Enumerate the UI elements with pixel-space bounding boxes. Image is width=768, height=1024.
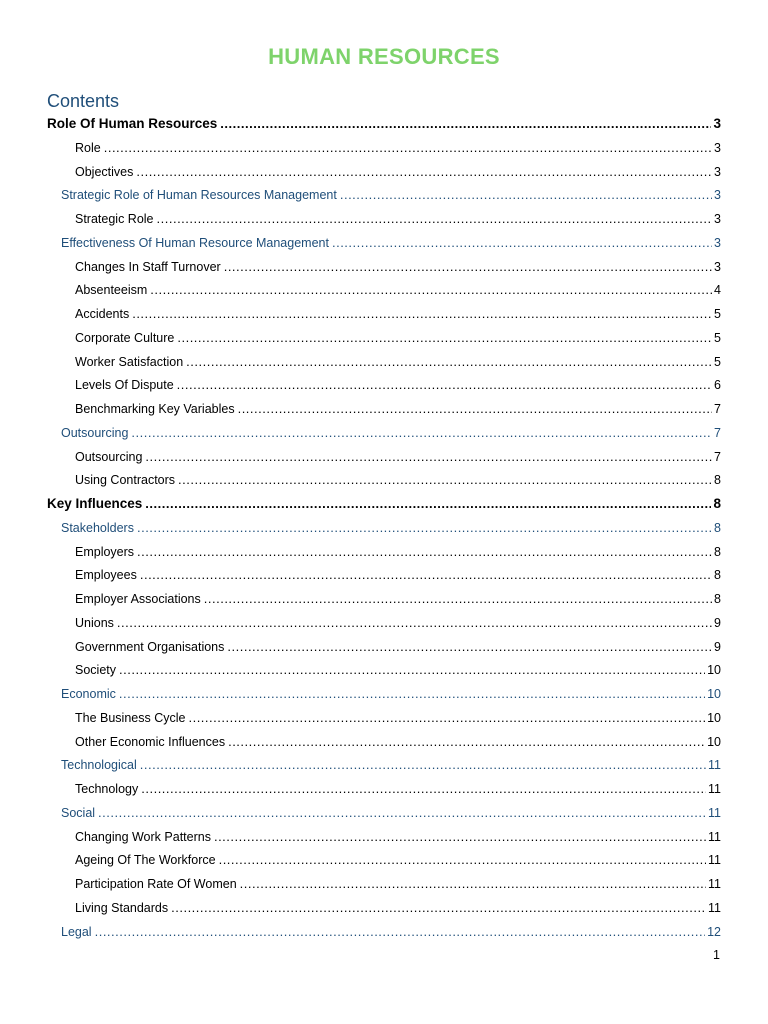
toc-entry-level-3[interactable] xyxy=(75,564,721,586)
toc-entry-page: 3 xyxy=(714,260,721,274)
toc-leader-dots xyxy=(220,113,711,135)
toc-leader-dots xyxy=(238,398,712,420)
toc-entry-label: Changes In Staff Turnover xyxy=(75,260,221,274)
toc-leader-dots xyxy=(219,849,706,871)
toc-entry-page: 7 xyxy=(714,426,721,440)
toc-entry-label: Role Of Human Resources xyxy=(47,116,218,131)
toc-leader-dots xyxy=(119,659,705,681)
toc-leader-dots xyxy=(204,588,712,610)
toc-entry-page: 7 xyxy=(714,450,721,464)
toc-entry-page: 8 xyxy=(714,592,721,606)
toc-leader-dots xyxy=(104,137,712,159)
toc-entry-page: 8 xyxy=(713,496,721,511)
toc-entry-label: Role xyxy=(75,141,101,155)
contents-heading: Contents xyxy=(47,91,120,111)
toc-entry-level-2[interactable] xyxy=(61,422,721,444)
toc-entry-label: Unions xyxy=(75,616,114,630)
toc-entry-label: Levels Of Dispute xyxy=(75,378,174,392)
toc-entry-page: 3 xyxy=(713,116,721,131)
toc-entry-level-3[interactable] xyxy=(75,469,721,491)
toc-entry-page: 11 xyxy=(708,901,721,915)
toc-leader-dots xyxy=(227,636,712,658)
toc-entry-label: Using Contractors xyxy=(75,473,176,487)
toc-entry-label: Key Influences xyxy=(47,496,143,511)
toc-entry-page: 11 xyxy=(708,782,721,796)
toc-entry-level-3[interactable] xyxy=(75,636,721,658)
toc-entry-label: Outsourcing xyxy=(61,426,129,440)
toc-entry-level-2[interactable] xyxy=(61,683,721,705)
toc-entry-level-3[interactable] xyxy=(75,778,721,800)
toc-entry-level-2[interactable] xyxy=(61,754,721,776)
toc-entry-label: Other Economic Influences xyxy=(75,735,226,749)
toc-leader-dots xyxy=(119,683,705,705)
toc-entry-label: Worker Satisfaction xyxy=(75,355,184,369)
toc-entry-label: Economic xyxy=(61,687,116,701)
toc-entry-level-3[interactable] xyxy=(75,873,721,895)
toc-leader-dots xyxy=(177,327,712,349)
toc-leader-dots xyxy=(140,564,712,586)
toc-entry-level-3[interactable] xyxy=(75,279,721,301)
toc-leader-dots xyxy=(240,873,706,895)
toc-entry-label: Society xyxy=(75,663,116,677)
toc-leader-dots xyxy=(332,232,712,254)
toc-entry-page: 8 xyxy=(714,568,721,582)
toc-entry-level-3[interactable] xyxy=(75,849,721,871)
toc-leader-dots xyxy=(228,731,705,753)
toc-entry-level-2[interactable] xyxy=(61,232,721,254)
toc-entry-label: Technology xyxy=(75,782,139,796)
toc-entry-level-3[interactable] xyxy=(75,588,721,610)
toc-entry-label: Employers xyxy=(75,545,135,559)
toc-leader-dots xyxy=(145,446,712,468)
toc-leader-dots xyxy=(141,778,706,800)
toc-leader-dots xyxy=(340,184,712,206)
toc-entry-label: Technological xyxy=(61,758,137,772)
toc-entry-level-2[interactable] xyxy=(61,921,721,943)
toc-entry-level-3[interactable] xyxy=(75,161,721,183)
toc-entry-label: Benchmarking Key Variables xyxy=(75,402,235,416)
toc-entry-page: 3 xyxy=(714,212,721,226)
toc-entry-label: Stakeholders xyxy=(61,521,134,535)
toc-entry-page: 3 xyxy=(714,165,721,179)
document-title: HUMAN RESOURCES xyxy=(268,44,500,69)
toc-entry-label: Legal xyxy=(61,925,92,939)
toc-entry-level-3[interactable] xyxy=(75,351,721,373)
toc-entry-page: 6 xyxy=(714,378,721,392)
toc-entry-level-3[interactable] xyxy=(75,303,721,325)
toc-entry-label: Ageing Of The Workforce xyxy=(75,853,216,867)
toc-entry-label: Effectiveness Of Human Resource Management xyxy=(61,236,329,250)
toc-entry-page: 10 xyxy=(707,711,721,725)
toc-entry-level-3[interactable] xyxy=(75,731,721,753)
toc-entry-page: 9 xyxy=(714,640,721,654)
toc-entry-level-3[interactable] xyxy=(75,137,721,159)
page-number: 1 xyxy=(713,948,720,962)
toc-entry-label: Accidents xyxy=(75,307,130,321)
toc-entry-label: Corporate Culture xyxy=(75,331,175,345)
toc-entry-label: Living Standards xyxy=(75,901,169,915)
toc-entry-page: 7 xyxy=(714,402,721,416)
toc-leader-dots xyxy=(98,802,706,824)
toc-entry-level-2[interactable] xyxy=(61,184,721,206)
toc-entry-page: 3 xyxy=(714,236,721,250)
toc-entry-level-2[interactable] xyxy=(61,802,721,824)
toc-entry-page: 10 xyxy=(707,687,721,701)
toc-entry-level-1[interactable] xyxy=(47,113,721,135)
toc-entry-page: 5 xyxy=(714,355,721,369)
toc-leader-dots xyxy=(224,256,712,278)
toc-entry-page: 8 xyxy=(714,521,721,535)
toc-entry-page: 9 xyxy=(714,616,721,630)
toc-leader-dots xyxy=(132,303,712,325)
toc-entry-page: 10 xyxy=(707,663,721,677)
toc-entry-label: Participation Rate Of Women xyxy=(75,877,237,891)
toc-entry-page: 3 xyxy=(714,188,721,202)
toc-entry-label: Objectives xyxy=(75,165,134,179)
toc-entry-level-3[interactable] xyxy=(75,897,721,919)
toc-entry-page: 12 xyxy=(707,925,721,939)
toc-entry-level-3[interactable] xyxy=(75,541,721,563)
toc-leader-dots xyxy=(140,754,706,776)
toc-leader-dots xyxy=(137,541,712,563)
toc-entry-page: 3 xyxy=(714,141,721,155)
toc-leader-dots xyxy=(188,707,705,729)
toc-entry-level-3[interactable] xyxy=(75,374,721,396)
toc-leader-dots xyxy=(150,279,712,301)
toc-leader-dots xyxy=(186,351,712,373)
toc-entry-level-3[interactable] xyxy=(75,826,721,848)
toc-entry-level-3[interactable] xyxy=(75,612,721,634)
toc-entry-level-1[interactable] xyxy=(47,493,721,515)
toc-entry-page: 8 xyxy=(714,473,721,487)
toc-leader-dots xyxy=(177,374,712,396)
toc-entry-label: Strategic Role xyxy=(75,212,154,226)
toc-entry-page: 8 xyxy=(714,545,721,559)
toc-entry-page: 11 xyxy=(708,830,721,844)
toc-leader-dots xyxy=(95,921,706,943)
toc-entry-page: 11 xyxy=(708,758,721,772)
toc-entry-label: Strategic Role of Human Resources Management xyxy=(61,188,337,202)
toc-entry-page: 10 xyxy=(707,735,721,749)
toc-entry-label: Outsourcing xyxy=(75,450,143,464)
toc-entry-label: Employees xyxy=(75,568,137,582)
toc-leader-dots xyxy=(136,161,712,183)
toc-leader-dots xyxy=(157,208,713,230)
toc-entry-label: Changing Work Patterns xyxy=(75,830,211,844)
toc-entry-page: 5 xyxy=(714,307,721,321)
toc-leader-dots xyxy=(145,493,711,515)
toc-entry-level-3[interactable] xyxy=(75,327,721,349)
toc-entry-level-3[interactable] xyxy=(75,256,721,278)
toc-leader-dots xyxy=(137,517,712,539)
toc-leader-dots xyxy=(214,826,706,848)
toc-leader-dots xyxy=(131,422,712,444)
toc-entry-label: Government Organisations xyxy=(75,640,225,654)
toc-entry-page: 11 xyxy=(708,853,721,867)
toc-entry-page: 11 xyxy=(708,877,721,891)
toc-entry-label: Absenteeism xyxy=(75,283,148,297)
toc-leader-dots xyxy=(178,469,712,491)
toc-entry-label: Employer Associations xyxy=(75,592,201,606)
toc-leader-dots xyxy=(171,897,706,919)
toc-entry-page: 4 xyxy=(714,283,721,297)
toc-entry-label: The Business Cycle xyxy=(75,711,186,725)
toc-entry-level-2[interactable] xyxy=(61,517,721,539)
toc-entry-level-3[interactable] xyxy=(75,446,721,468)
toc-entry-page: 5 xyxy=(714,331,721,345)
toc-leader-dots xyxy=(117,612,712,634)
toc-entry-level-3[interactable] xyxy=(75,208,721,230)
toc-entry-level-3[interactable] xyxy=(75,707,721,729)
toc-entry-level-3[interactable] xyxy=(75,659,721,681)
toc-entry-level-3[interactable] xyxy=(75,398,721,420)
toc-entry-page: 11 xyxy=(708,806,721,820)
toc-entry-label: Social xyxy=(61,806,96,820)
